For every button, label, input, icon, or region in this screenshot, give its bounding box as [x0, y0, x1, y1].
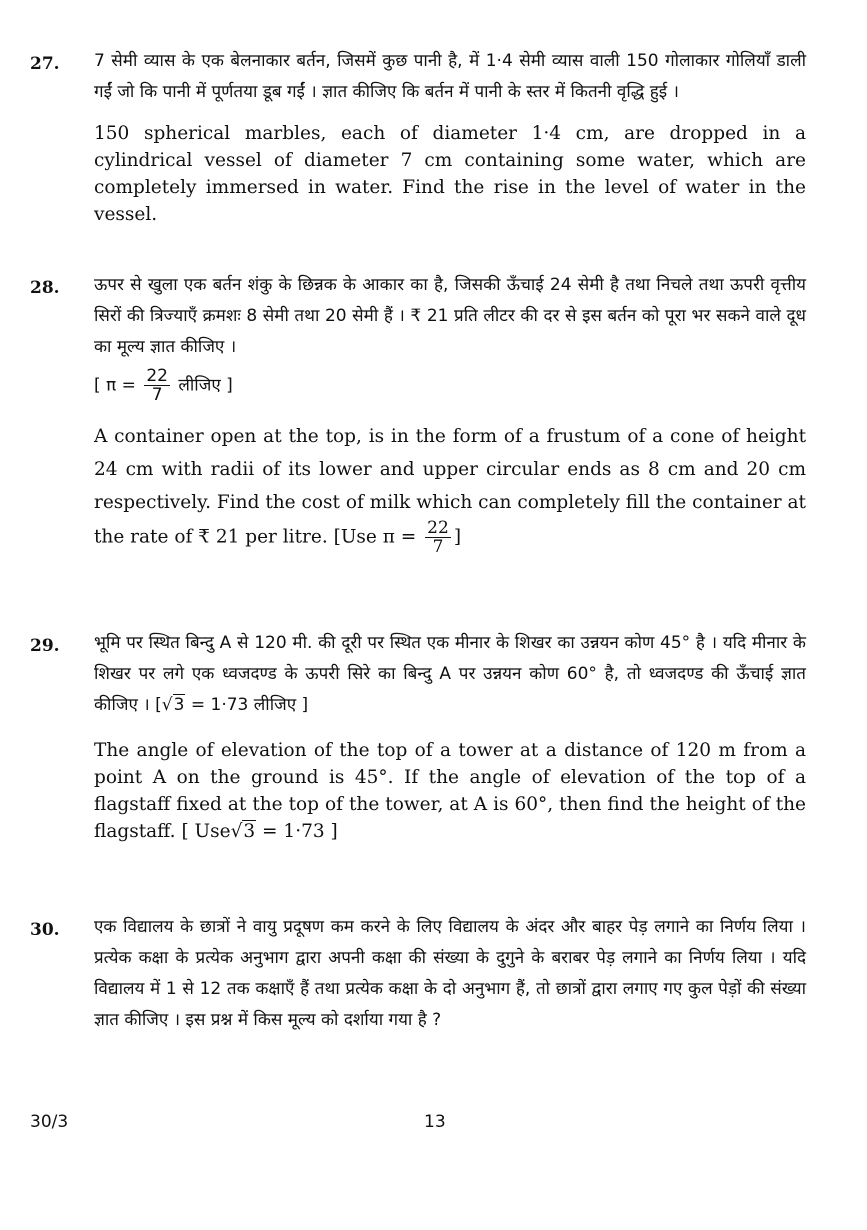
question-text-hindi: 7 सेमी व्यास के एक बेलनाकार बर्तन, जिसमें कुछ पानी है, में 1·4 सेमी व्यास वाली 150 गोलाकार गोलियाँ डाली गईं जो कि पानी में पूर्णतया डूब गईं । ज्ञात कीजिए कि बर्तन में पानी के स्तर में कितनी वृद्धि हुई । [94, 51, 806, 102]
question-text-english [94, 420, 806, 556]
use-suffix: = 1·73 लीजिए ] [190, 695, 309, 715]
square-root: √3 [230, 821, 256, 842]
use-prefix: [ π = [94, 375, 136, 396]
fraction-denominator: 7 [432, 537, 444, 557]
radicand: 3 [173, 695, 185, 715]
paper-code: 30/3 [30, 1112, 69, 1132]
use-suffix: = 1·73 ] [262, 821, 338, 842]
use-prefix: [Use π = [333, 526, 417, 548]
use-suffix: लीजिए ] [178, 375, 233, 396]
use-prefix: [ Use [181, 821, 231, 842]
fraction [425, 519, 451, 556]
question-text-hindi: एक विद्यालय के छात्रों ने वायु प्रदूषण कम करने के लिए विद्यालय के अंदर और बाहर पेड़ लगाने का निर्णय लिया । प्रत्येक कक्षा के प्रत्येक अनुभाग द्वारा अपनी कक्षा की संख्या के दुगुने के बराबर पेड़ लगाने का निर्णय लिया । यदि विद्यालय में 1 से 12 तक कक्षाएँ हैं तथा प्रत्येक कक्षा के दो अनुभाग हैं, तो छात्रों द्वारा लगाए गए कुल पेड़ों की संख्या ज्ञात कीजिए । इस प्रश्न में किस मूल्य को दर्शाया गया है ? [94, 917, 806, 1030]
radicand: 3 [243, 821, 256, 842]
fraction-denominator: 7 [151, 385, 163, 405]
fraction-numerator: 22 [146, 366, 168, 386]
question-number: 27. [30, 54, 60, 74]
question-text-english: 150 spherical marbles, each of diameter 1·4 cm, are dropped in a cylindrical vessel of diameter 7 cm containing some water, which are completely immersed in water. Find the rise in the level of water in the vessel. [94, 123, 806, 225]
fraction [144, 367, 170, 404]
question-text-hindi: ऊपर से खुला एक बर्तन शंकु के छिन्नक के आकार का है, जिसकी ऊँचाई 24 सेमी है तथा निचले तथा ऊपरी वृत्तीय सिरों की त्रिज्याएँ क्रमशः 8 सेमी तथा 20 सेमी हैं । ₹ 21 प्रति लीटर की दर से इस बर्तन को पूरा भर सकने वाले दूध का मूल्य ज्ञात कीजिए । [94, 275, 806, 357]
square-root: √3 [161, 695, 185, 715]
page-number: 13 [424, 1112, 446, 1132]
use-prefix: [ [155, 695, 162, 715]
use-value-hindi [94, 367, 806, 404]
question-number: 29. [30, 636, 60, 656]
question-body: The angle of elevation of the top of a tower at a distance of 120 m from a point A on the ground is 45°. If the angle of elevation of the top of a flagstaff fixed at the top of the tower, at A is 60°, then find the height of the flagstaff. [94, 740, 806, 842]
use-suffix: ] [453, 526, 462, 548]
question-number: 28. [30, 278, 60, 298]
question-text-hindi [94, 628, 806, 721]
fraction-numerator: 22 [427, 518, 449, 538]
question-number: 30. [30, 920, 60, 940]
question-body: भूमि पर स्थित बिन्दु A से 120 मी. की दूरी पर स्थित एक मीनार के शिखर का उन्नयन कोण 45° है । यदि मीनार के शिखर पर लगे एक ध्वजदण्ड के ऊपरी सिरे का बिन्दु A पर उन्नयन कोण 60° है, तो ध्वजदण्ड की ऊँचाई ज्ञात कीजिए । [94, 633, 806, 715]
question-body: A container open at the top, is in the form of a frustum of a cone of height 24 cm with radii of its lower and upper circular ends as 8 cm and 20 cm respectively. Find the cost of milk which can completely fill the container at the rate of ₹ 21 per litre. [94, 426, 806, 548]
question-text-english [94, 737, 806, 845]
